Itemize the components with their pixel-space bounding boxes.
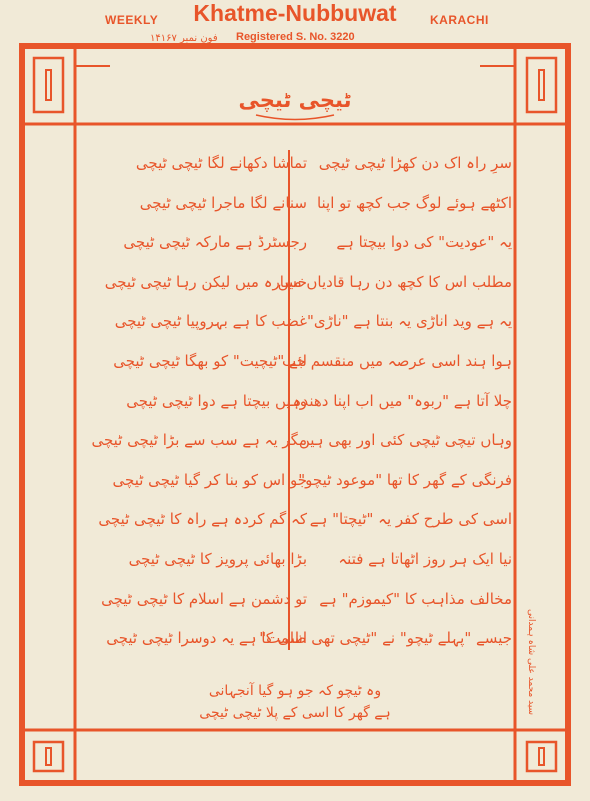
- verse-line: مطلب اس کا کچھ دن رہا قادیاں میں: [277, 272, 512, 291]
- verse-line: وہیں بیچتا ہے دوا ٹیچی ٹیچی: [126, 391, 307, 410]
- verse-line: چلا آتا ہے "ربوہ" میں اب اپنا دھندہ: [292, 391, 512, 410]
- verse-line: کہ گم کردہ ہے راہ کا ٹیچی ٹیچی: [98, 510, 307, 529]
- verse-line: سرِ راہ اک دن کھڑا ٹیچی ٹیچی: [318, 154, 512, 172]
- verse-line: لئے "ٹیچیت" کو بھگا ٹیچی ٹیچی: [113, 351, 307, 370]
- verse-line: جیسے "پہلے ٹیچو" نے "ٹیچی تھی ظلمت": [259, 629, 512, 648]
- closing-verse-second: ہے گھر کا اسی کے پلا ٹیچی ٹیچی: [199, 705, 391, 721]
- verse-line: رجسٹرڈ ہے مارکہ ٹیچی ٹیچی: [123, 233, 307, 252]
- poem-title: ٹیچی ٹیچی: [238, 88, 352, 112]
- verse-line: غضب کا ہے بہروپیا ٹیچی ٹیچی: [114, 312, 307, 331]
- verse-line: سنانے لگا ماجرا ٹیچی ٹیچی: [139, 193, 307, 212]
- verse-line: ہوا ہند اسی عرصہ میں منقسم جب: [282, 351, 512, 370]
- verse-line: اسی کی طرح کفر یہ "ٹیچتا" ہے: [309, 510, 512, 529]
- verse-line: فرنگی کے گھر کا تھا "موعود ٹیچو": [298, 470, 512, 489]
- poem-left-column: [92, 150, 307, 665]
- verse-line: یہ "عودیت" کی دوا بیچتا ہے: [336, 233, 512, 252]
- poem-right-column: [259, 150, 512, 665]
- verse-line: مخالف مذاہب کا "کیموزم" ہے: [319, 589, 512, 608]
- masthead-phone: فون نمبر ۱۴۱۶۷: [150, 33, 218, 44]
- masthead: [0, 0, 590, 46]
- closing-verse-first: وہ ٹیچو کہ جو ہو گیا آنجہانی: [208, 683, 382, 699]
- masthead-city: KARACHI: [430, 13, 489, 27]
- side-note: سید محمد علی شاہ ہمدانی: [526, 608, 536, 715]
- verse-line: مگر یہ ہے سب سے بڑا ٹیچی ٹیچی: [91, 431, 307, 450]
- verse-line: تماشا دکھانے لگا ٹیچی ٹیچی: [135, 154, 307, 172]
- verse-line: جو اس کو بنا کر گیا ٹیچی ٹیچی: [112, 470, 307, 489]
- masthead-registration: Registered S. No. 3220: [236, 31, 355, 43]
- verse-line: خسارہ میں لیکن رہا ٹیچی ٹیچی: [104, 272, 307, 291]
- verse-line: نیا ایک ہر روز اٹھاتا ہے فتنہ: [338, 549, 512, 568]
- verse-line: اکٹھے ہوئے لوگ جب کچھ تو اپنا: [316, 193, 512, 212]
- verse-line: بڑا بھائی پرویز کا ٹیچی ٹیچی: [128, 549, 307, 568]
- masthead-weekly: WEEKLY: [105, 13, 159, 27]
- verse-line: یہ ہے وید اناڑی یہ بنتا ہے "ناڑی": [307, 312, 512, 331]
- verse-line: اسی کا ہے یہ دوسرا ٹیچی ٹیچی: [106, 629, 307, 648]
- verse-line: تو دشمن ہے اسلام کا ٹیچی ٹیچی: [101, 589, 307, 608]
- verse-line: وہاں تیچی ٹیچی کئی اور بھی ہیں: [298, 431, 512, 450]
- masthead-title: Khatme-Nubbuwat: [193, 0, 397, 26]
